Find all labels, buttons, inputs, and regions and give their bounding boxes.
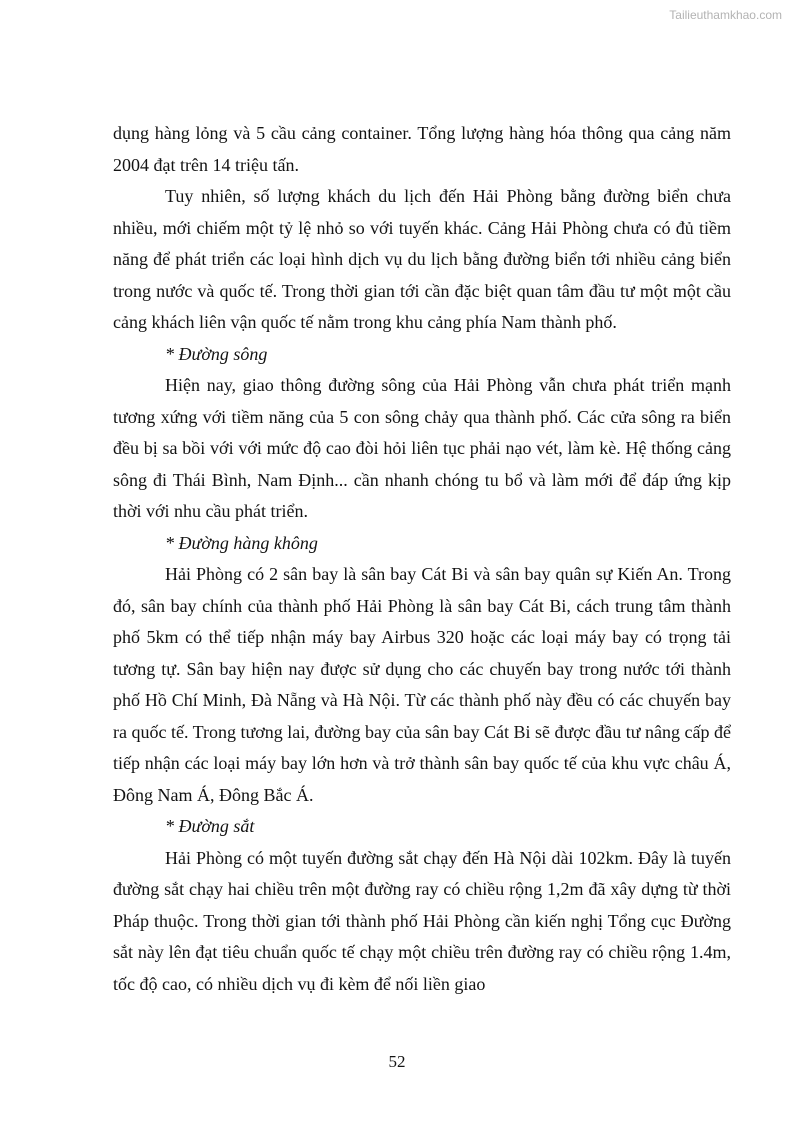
- paragraph: Hải Phòng có một tuyến đường sắt chạy đến Hà Nội dài 102km. Đây là tuyến đường sắt chạy hai chiều trên một đường ray có chiều rộng 1,2m đã xây dựng từ thời Pháp thuộc. Trong thời gian tới thành phố Hải Phòng cần kiến nghị Tổng cục Đường sắt này lên đạt tiêu chuẩn quốc tế chạy một chiều trên đường ray có chiều rộng 1.4m, tốc độ cao, có nhiều dịch vụ đi kèm để nối liền giao: [113, 847, 731, 994]
- section-heading-duong-hang-khong: * Đường hàng không: [165, 532, 318, 553]
- paragraph: dụng hàng lỏng và 5 cầu cảng container. Tổng lượng hàng hóa thông qua cảng năm 2004 đạt trên 14 triệu tấn.: [113, 123, 731, 175]
- section-heading-duong-sat: * Đường sắt: [165, 816, 255, 836]
- watermark: Tailieuthamkhao.com: [669, 8, 782, 22]
- page-number: 52: [388, 1052, 406, 1071]
- paragraph: Hải Phòng có 2 sân bay là sân bay Cát Bi và sân bay quân sự Kiến An. Trong đó, sân bay chính của thành phố Hải Phòng là sân bay Cát Bi, cách trung tâm thành phố 5km có thể tiếp nhận máy bay Airbus 320 hoặc các loại máy bay có trọng tải tương tự. Sân bay hiện nay được sử dụng cho các chuyến bay trong nước tới thành phố Hồ Chí Minh, Đà Nẵng và Hà Nội. Từ các thành phố này đều có các chuyến bay ra quốc tế. Trong tương lai, đường bay của sân bay Cát Bi sẽ được đầu tư nâng cấp để tiếp nhận các loại máy bay lớn hơn và trở thành sân bay quốc tế của khu vực châu Á, Đông Nam Á, Đông Bắc Á.: [113, 564, 731, 805]
- section-heading-duong-song: * Đường sông: [165, 343, 268, 364]
- paragraph: Hiện nay, giao thông đường sông của Hải Phòng vẫn chưa phát triển mạnh tương xứng với tiềm năng của 5 con sông chảy qua thành phố. Các cửa sông ra biển đều bị sa bồi với với mức độ cao đòi hỏi liên tục phải nạo vét, làm kè. Hệ thống cảng sông đi Thái Bình, Nam Định... cần nhanh chóng tu bổ và làm mới để đáp ứng kịp thời với nhu cầu phát triển.: [113, 375, 731, 521]
- paragraph: Tuy nhiên, số lượng khách du lịch đến Hải Phòng bằng đường biển chưa nhiều, mới chiếm một tỷ lệ nhỏ so với tuyến khác. Cảng Hải Phòng chưa có đủ tiềm năng để phát triển các loại hình dịch vụ du lịch bằng đường biển tới nhiều cảng biển trong nước và quốc tế. Trong thời gian tới cần đặc biệt quan tâm đầu tư một một cầu cảng khách liên vận quốc tế nằm trong khu cảng phía Nam thành phố.: [113, 186, 731, 332]
- page-content: [113, 118, 731, 1000]
